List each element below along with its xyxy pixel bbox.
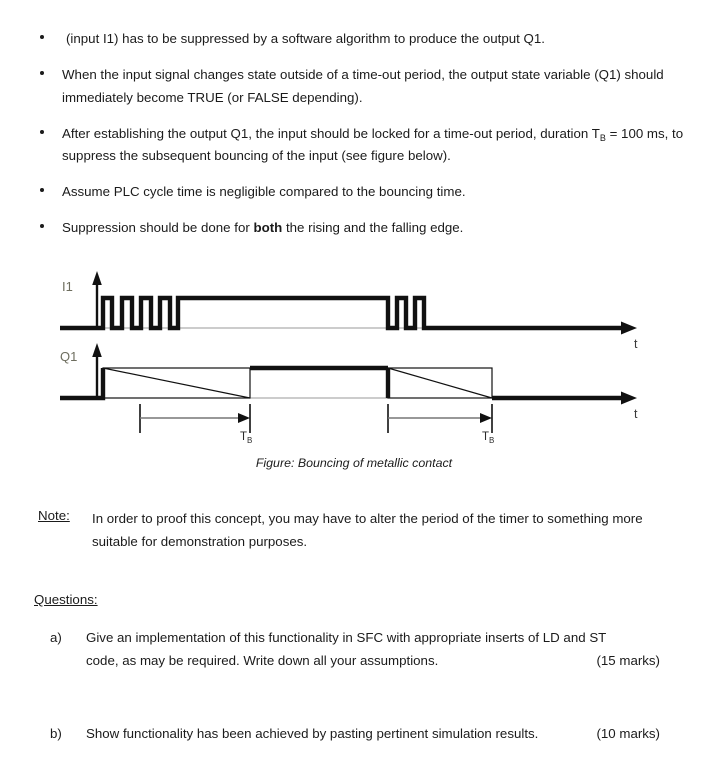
bullet-dot-icon — [40, 35, 44, 39]
figure-caption: Figure: Bouncing of metallic contact — [255, 456, 453, 470]
tb-label-1: $T_B$ — [240, 431, 253, 445]
bullet-item-3 — [0, 123, 708, 169]
q1-axis — [92, 343, 637, 405]
bullet-item-2-text: When the input signal changes state outside of a time-out period, the output state variable (Q1) should immediately become TRUE (or FALSE depending). — [62, 66, 664, 105]
question-item-a — [0, 627, 708, 673]
i1-time-axis-label: t — [634, 337, 638, 351]
q1-signal-label: Q1 — [60, 349, 78, 364]
bullet-item-1-text: (input I1) has to be suppressed by a software algorithm to produce the output Q1. — [66, 31, 545, 46]
bullet-item-5-text-bold: both — [253, 220, 283, 236]
note-block — [0, 508, 708, 554]
question-item-b — [0, 723, 708, 746]
bullet-item-5 — [0, 217, 708, 240]
note-label: Note: — [38, 508, 70, 523]
bullet-item-5-text-post: the rising and the falling edge. — [282, 220, 464, 236]
bullet-dot-icon — [40, 188, 44, 192]
waveform-figure — [0, 258, 708, 468]
q1-time-axis-label: t — [634, 407, 638, 421]
bullet-item-1 — [0, 28, 708, 51]
bullet-dot-icon — [40, 71, 44, 75]
tb-label-2: $T_B$ — [482, 431, 495, 445]
question-b-marks: (10 marks) — [596, 725, 660, 741]
i1-axis — [92, 271, 637, 335]
bullet-dot-icon — [40, 224, 44, 228]
questions-title: Questions: — [34, 592, 98, 607]
i1-waveform — [60, 298, 630, 328]
question-b-line1: Show functionality has been achieved by pasting pertinent simulation results. — [86, 725, 539, 741]
tb-measurement-1 — [140, 404, 252, 445]
i1-signal-label: I1 — [62, 279, 73, 294]
note-text: In order to proof this concept, you may have to alter the period of the timer to something more suitable for demonstration purposes. — [92, 511, 643, 549]
q1-waveform — [60, 368, 630, 398]
bullet-item-3-text-part2: = 100 ms, to suppress the subsequent bouncing of the input (see figure below). — [62, 125, 684, 164]
bullet-list — [0, 28, 708, 253]
bullet-item-5-text-pre: Suppression should be done for — [62, 220, 254, 236]
question-a-line1: Give an implementation of this functionality in SFC with appropriate inserts of LD and ST — [86, 630, 607, 645]
question-a-line2: code, as may be required. Write down all your assumptions. — [86, 652, 439, 668]
bullet-item-4-text: Assume PLC cycle time is negligible compared to the bouncing time. — [62, 184, 466, 200]
question-a-marks: (15 marks) — [596, 652, 660, 668]
q1-timer-box-falling — [388, 368, 492, 398]
tb-measurement-2 — [388, 404, 494, 445]
bullet-item-2 — [0, 64, 708, 110]
bullet-dot-icon — [40, 130, 44, 134]
question-a-marker: a) — [50, 630, 62, 645]
bullet-item-3-text-part1: After establishing the output Q1, the input should be locked for a time-out period, duration T — [62, 125, 600, 141]
bullet-item-3-subscript: B — [599, 132, 606, 143]
waveform-diagram — [0, 258, 708, 458]
questions-block — [0, 592, 708, 746]
question-b-marker: b) — [50, 725, 62, 741]
bullet-item-4 — [0, 181, 708, 204]
q1-timer-box-rising — [103, 368, 250, 398]
